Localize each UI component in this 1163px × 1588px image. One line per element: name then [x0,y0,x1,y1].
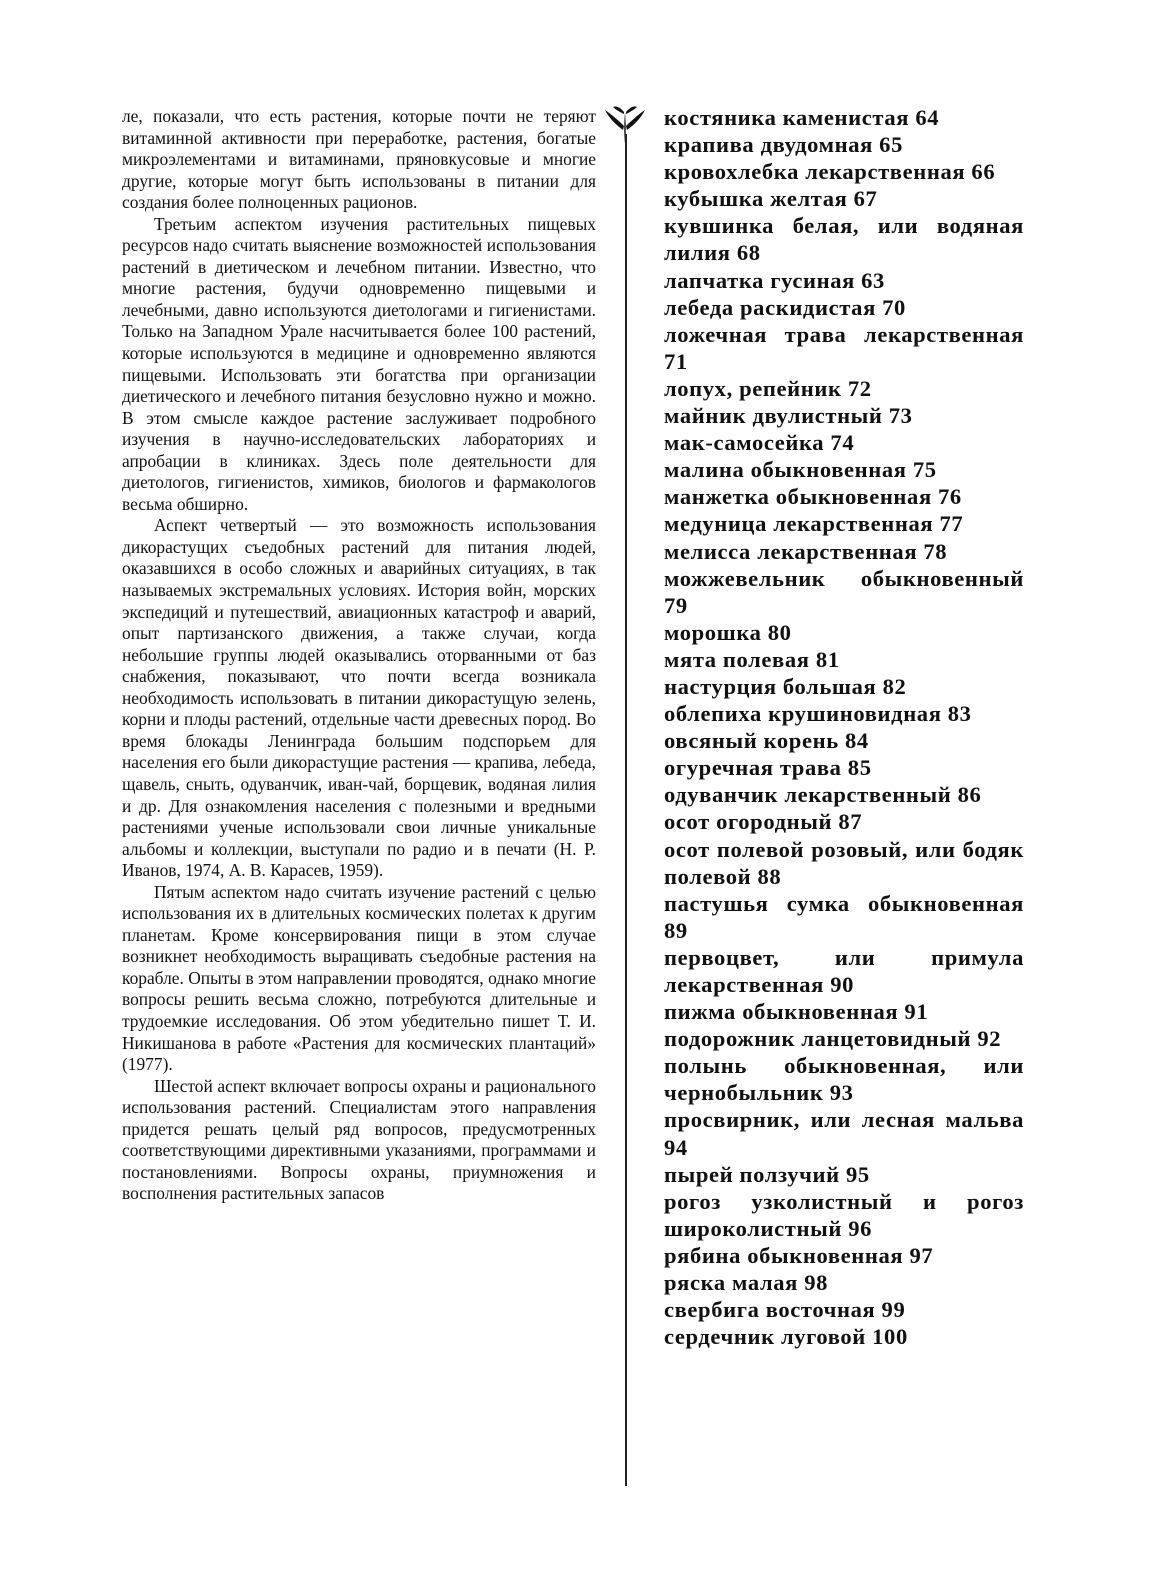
index-entry: пастушья сумка обыкновенная 89 [664,890,1024,943]
index-entry: майник двулистный 73 [664,403,913,429]
index-entry: кубышка желтая 67 [664,186,878,212]
index-entry: крапива двудомная 65 [664,132,903,158]
index-entry: рогоз узколистный и рогоз широколистный 96 [664,1188,1024,1241]
index-entry: пырей ползучий 95 [664,1161,870,1187]
index-entry: малина обыкновенная 75 [664,457,937,483]
index-entry: кровохлебка лекарственная 66 [664,159,996,185]
index-entry: облепиха крушиновидная 83 [664,701,972,727]
index-entry: лопух, репейник 72 [664,375,872,401]
body-text-column [122,106,596,1205]
index-entry: первоцвет, или примула лекарственная 90 [664,944,1024,997]
paragraph: ле, показали, что есть растения, которые почти не теряют витаминной активности при переработке, растения, богатые микроэлементами и витаминами, пряновкусовые и многие другие, которые могут быть использованы в питании для создания более полноценных рационов. [122,106,596,213]
column-divider [625,134,627,1486]
index-entry: осот огородный 87 [664,809,863,835]
index-entry: морошка 80 [664,619,792,645]
index-entry: костяника каменистая 64 [664,105,940,130]
index-entry: овсяный корень 84 [664,728,869,754]
index-entry: кувшинка белая, или водяная лилия 68 [664,213,1024,266]
index-entry: мак-самосейка 74 [664,430,855,456]
paragraph: Аспект четвертый — это возможность использования дикорастущих съедобных растений для питания людей, оказавшихся в особо сложных и аварийных ситуациях, в так называемых экстремальных условиях. История войн, морских экспедиций и путешествий, авиационных катастроф и аварий, опыт партизанского движения, а также случаи, когда небольшие группы людей оказывались оторванными от баз снабжения, показывают, что почти всегда возникала необходимость использовать в питании дикорастущую зелень, корни и плоды растений, отдельные части древесных пород. Во время блокады Ленинграда большим подспорьем для населения его были дикорастущие растения — крапива, лебеда, щавель, сныть, одуванчик, иван-чай, борщевик, водяная лилия и др. Для ознакомления населения с полезными и вредными растениями ученые использовали свои личные уникальные альбомы и коллекции, выступали по радио и в печати (Н. Р. Иванов, 1974, А. В. Карасев, 1959). [122,515,596,881]
index-entry: манжетка обыкновенная 76 [664,484,962,510]
index-entry: просвирник, или лесная мальва 94 [664,1107,1024,1160]
index-entry: мелисса лекарственная 78 [664,538,948,564]
paragraph: Шестой аспект включает вопросы охраны и рационального использования растений. Специалистам этого направления придется решать целый ряд вопросов, предусмотренных соответствующими директивными указаниями, программами и постановлениями. Вопросы охраны, приумножения и восполнения растительных запасов [122,1075,596,1204]
index-entry: свербига восточная 99 [664,1297,906,1323]
index-entry: сердечник луговой 100 [664,1324,908,1350]
index-entry: полынь обыкновенная, или чернобыльник 93 [664,1053,1024,1106]
plant-index-column [664,104,1024,1350]
paragraph: Третьим аспектом изучения растительных пищевых ресурсов надо считать выяснение возможностей использования растений в диетическом и лечебном питании. Известно, что многие растения, будучи одновременно пищевыми и лечебными, давно используются диетологами и гигиенистами. Только на Западном Урале насчитывается более 100 растений, которые используются в медицине и одновременно являются пищевыми. Использовать эти богатства при организации диетического и лечебного питания безусловно нужно и можно. В этом смысле каждое растение заслуживает подробного изучения в научно-исследовательских лабораториях и апробации в клиниках. Здесь поле деятельности для диетологов, гигиенистов, химиков, биологов и фармакологов весьма обширно. [122,213,596,514]
paragraph: Пятым аспектом надо считать изучение растений с целью использования их в длительных космических полетах к другим планетам. Кроме консервирования пищи в этом случае возникнет необходимость выращивать съедобные растения на корабле. Опыты в этом направлении проводятся, однако многие вопросы решить весьма сложно, потребуются длительные и трудоемкие исследования. Об этом убедительно пишет Т. И. Никишанова в работе «Растения для космических плантаций» (1977). [122,881,596,1075]
index-entry: огуречная трава 85 [664,755,872,781]
index-entry: настурция большая 82 [664,673,907,699]
index-entry: можжевельник обыкновенный 79 [664,565,1024,618]
index-entry: осот полевой розовый, или бодяк полевой 88 [664,836,1024,889]
index-entry: ложечная трава лекарственная 71 [664,321,1024,374]
index-entry: пижма обыкновенная 91 [664,999,929,1025]
index-entry: одуванчик лекарственный 86 [664,782,982,808]
index-entry: мята полевая 81 [664,646,840,672]
index-entry: лебеда раскидистая 70 [664,294,906,320]
index-entry: лапчатка гусиная 63 [664,267,885,293]
index-entry: медуница лекарственная 77 [664,511,964,537]
index-entry: ряска малая 98 [664,1270,829,1296]
index-entry: подорожник ланцетовидный 92 [664,1026,1002,1052]
index-entry: рябина обыкновенная 97 [664,1242,934,1268]
